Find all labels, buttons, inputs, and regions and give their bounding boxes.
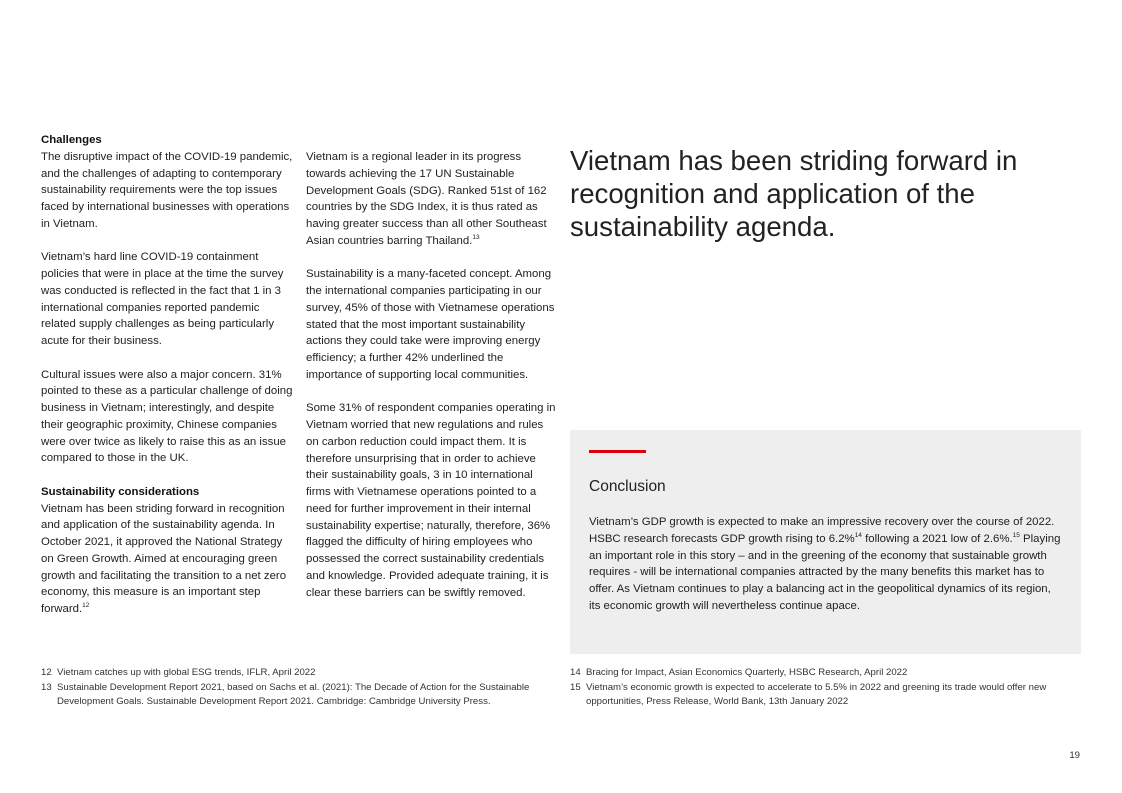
accent-rule bbox=[589, 450, 646, 453]
conclusion-text-a: Vietnam’s GDP growth is expected to make an impressive recovery over the course of 2022. HSBC research forecasts GDP growth rising to 6.2% bbox=[589, 516, 1055, 545]
conclusion-box bbox=[570, 430, 1081, 654]
conclusion-title: Conclusion bbox=[589, 478, 666, 495]
left-column bbox=[41, 132, 293, 618]
middle-paragraph-1 bbox=[306, 149, 558, 250]
page-number: 19 bbox=[1069, 750, 1080, 761]
pull-quote: Vietnam has been striding forward in recognition and application of the sustainability agenda. bbox=[570, 145, 1018, 243]
footnote-number: 14 bbox=[570, 667, 581, 678]
footnote-ref-12: 12 bbox=[82, 602, 90, 610]
challenges-heading: Challenges bbox=[41, 134, 102, 146]
footnote-15 bbox=[570, 681, 1080, 710]
challenges-paragraph-1: The disruptive impact of the COVID-19 pandemic, and the challenges of adapting to contemporary sustainability requirements were the top issues faced by international businesses with operations in Vietnam. bbox=[41, 150, 293, 230]
footnote-number: 13 bbox=[41, 681, 52, 693]
footnote-text: Bracing for Impact, Asian Economics Quarterly, HSBC Research, April 2022 bbox=[586, 667, 908, 678]
footnote-13 bbox=[41, 681, 561, 710]
conclusion-text-b: following a 2021 low of 2.6%. bbox=[861, 532, 1013, 545]
conclusion-text bbox=[589, 514, 1064, 615]
footnotes-left bbox=[41, 666, 561, 710]
footnote-12 bbox=[41, 666, 561, 681]
footnote-text: Sustainable Development Report 2021, based on Sachs et al. (2021): The Decade of Action for the Sustainable Development Goals. Sustainable Development Report 2021. Cambridge: Cambridge University Press. bbox=[57, 681, 530, 708]
footnote-text: Vietnam’s economic growth is expected to accelerate to 5.5% in 2022 and greening its trade would offer new opportunities, Press Release, World Bank, 13th January 2022 bbox=[586, 681, 1047, 708]
footnote-ref-15: 15 bbox=[1012, 531, 1020, 539]
footnotes-right bbox=[570, 666, 1080, 710]
challenges-paragraph-2: Vietnam’s hard line COVID-19 containment policies that were in place at the time the survey was conducted is reflected in the fact that 1 in 3 international companies reported pandemic related supply challenges as being particularly acute for their business. bbox=[41, 251, 284, 347]
middle-paragraph-3: Some 31% of respondent companies operating in Vietnam worried that new regulations and rules on carbon reduction could impact them. It is therefore unsurprising that in order to achieve their sustainability goals, 3 in 10 international firms with Vietnamese operations pointed to a need for further improvement in their internal sustainability expertise; naturally, therefore, 36% flagged the difficulty of hiring employees who possessed the correct sustainability credentials and knowledge. Provided adequate training, it is clear these barriers can be swiftly removed. bbox=[306, 402, 556, 599]
footnote-ref-13: 13 bbox=[472, 233, 480, 241]
middle-paragraph-1-text: Vietnam is a regional leader in its progress towards achieving the 17 UN Sustainable Development Goals (SDG). Ranked 51st of 162 countries by the SDG Index, it is thus rated as having greater success than all other Southeast Asian countries barring Thailand. bbox=[306, 151, 547, 247]
footnote-14 bbox=[570, 666, 1080, 681]
footnote-ref-14: 14 bbox=[854, 531, 862, 539]
sustainability-paragraph bbox=[41, 501, 293, 618]
footnote-text: Vietnam catches up with global ESG trends, IFLR, April 2022 bbox=[57, 667, 316, 678]
conclusion-text-c: Playing an important role in this story – and in the greening of the economy that sustainable growth requires - will be international companies attracted by the many benefits this market has to offer. As Vietnam continues to play a balancing act in the geopolitical dynamics of its region, its economic growth will nevertheless continue apace. bbox=[589, 532, 1061, 612]
middle-paragraph-2: Sustainability is a many-faceted concept. Among the international companies participating in our survey, 45% of those with Vietnamese operations stated that the most important sustainability actions they could take were improving energy efficiency; a further 42% underlined the importance of supporting local communities. bbox=[306, 268, 555, 381]
sustainability-paragraph-text: Vietnam has been striding forward in recognition and application of the sustainability agenda. In October 2021, it approved the National Strategy on Green Growth. Aimed at encouraging green growth and facilitating the transition to a net zero economy, this measure is an important step forward. bbox=[41, 502, 287, 615]
footnote-number: 12 bbox=[41, 667, 52, 678]
footnote-number: 15 bbox=[570, 681, 581, 693]
sustainability-heading: Sustainability considerations bbox=[41, 485, 200, 498]
challenges-paragraph-3: Cultural issues were also a major concern. 31% pointed to these as a particular challenge of doing business in Vietnam; interestingly, and despite their geographic proximity, Chinese companies were over twice as likely to raise this as an issue compared to those in the UK. bbox=[41, 368, 293, 465]
middle-column bbox=[306, 149, 558, 601]
